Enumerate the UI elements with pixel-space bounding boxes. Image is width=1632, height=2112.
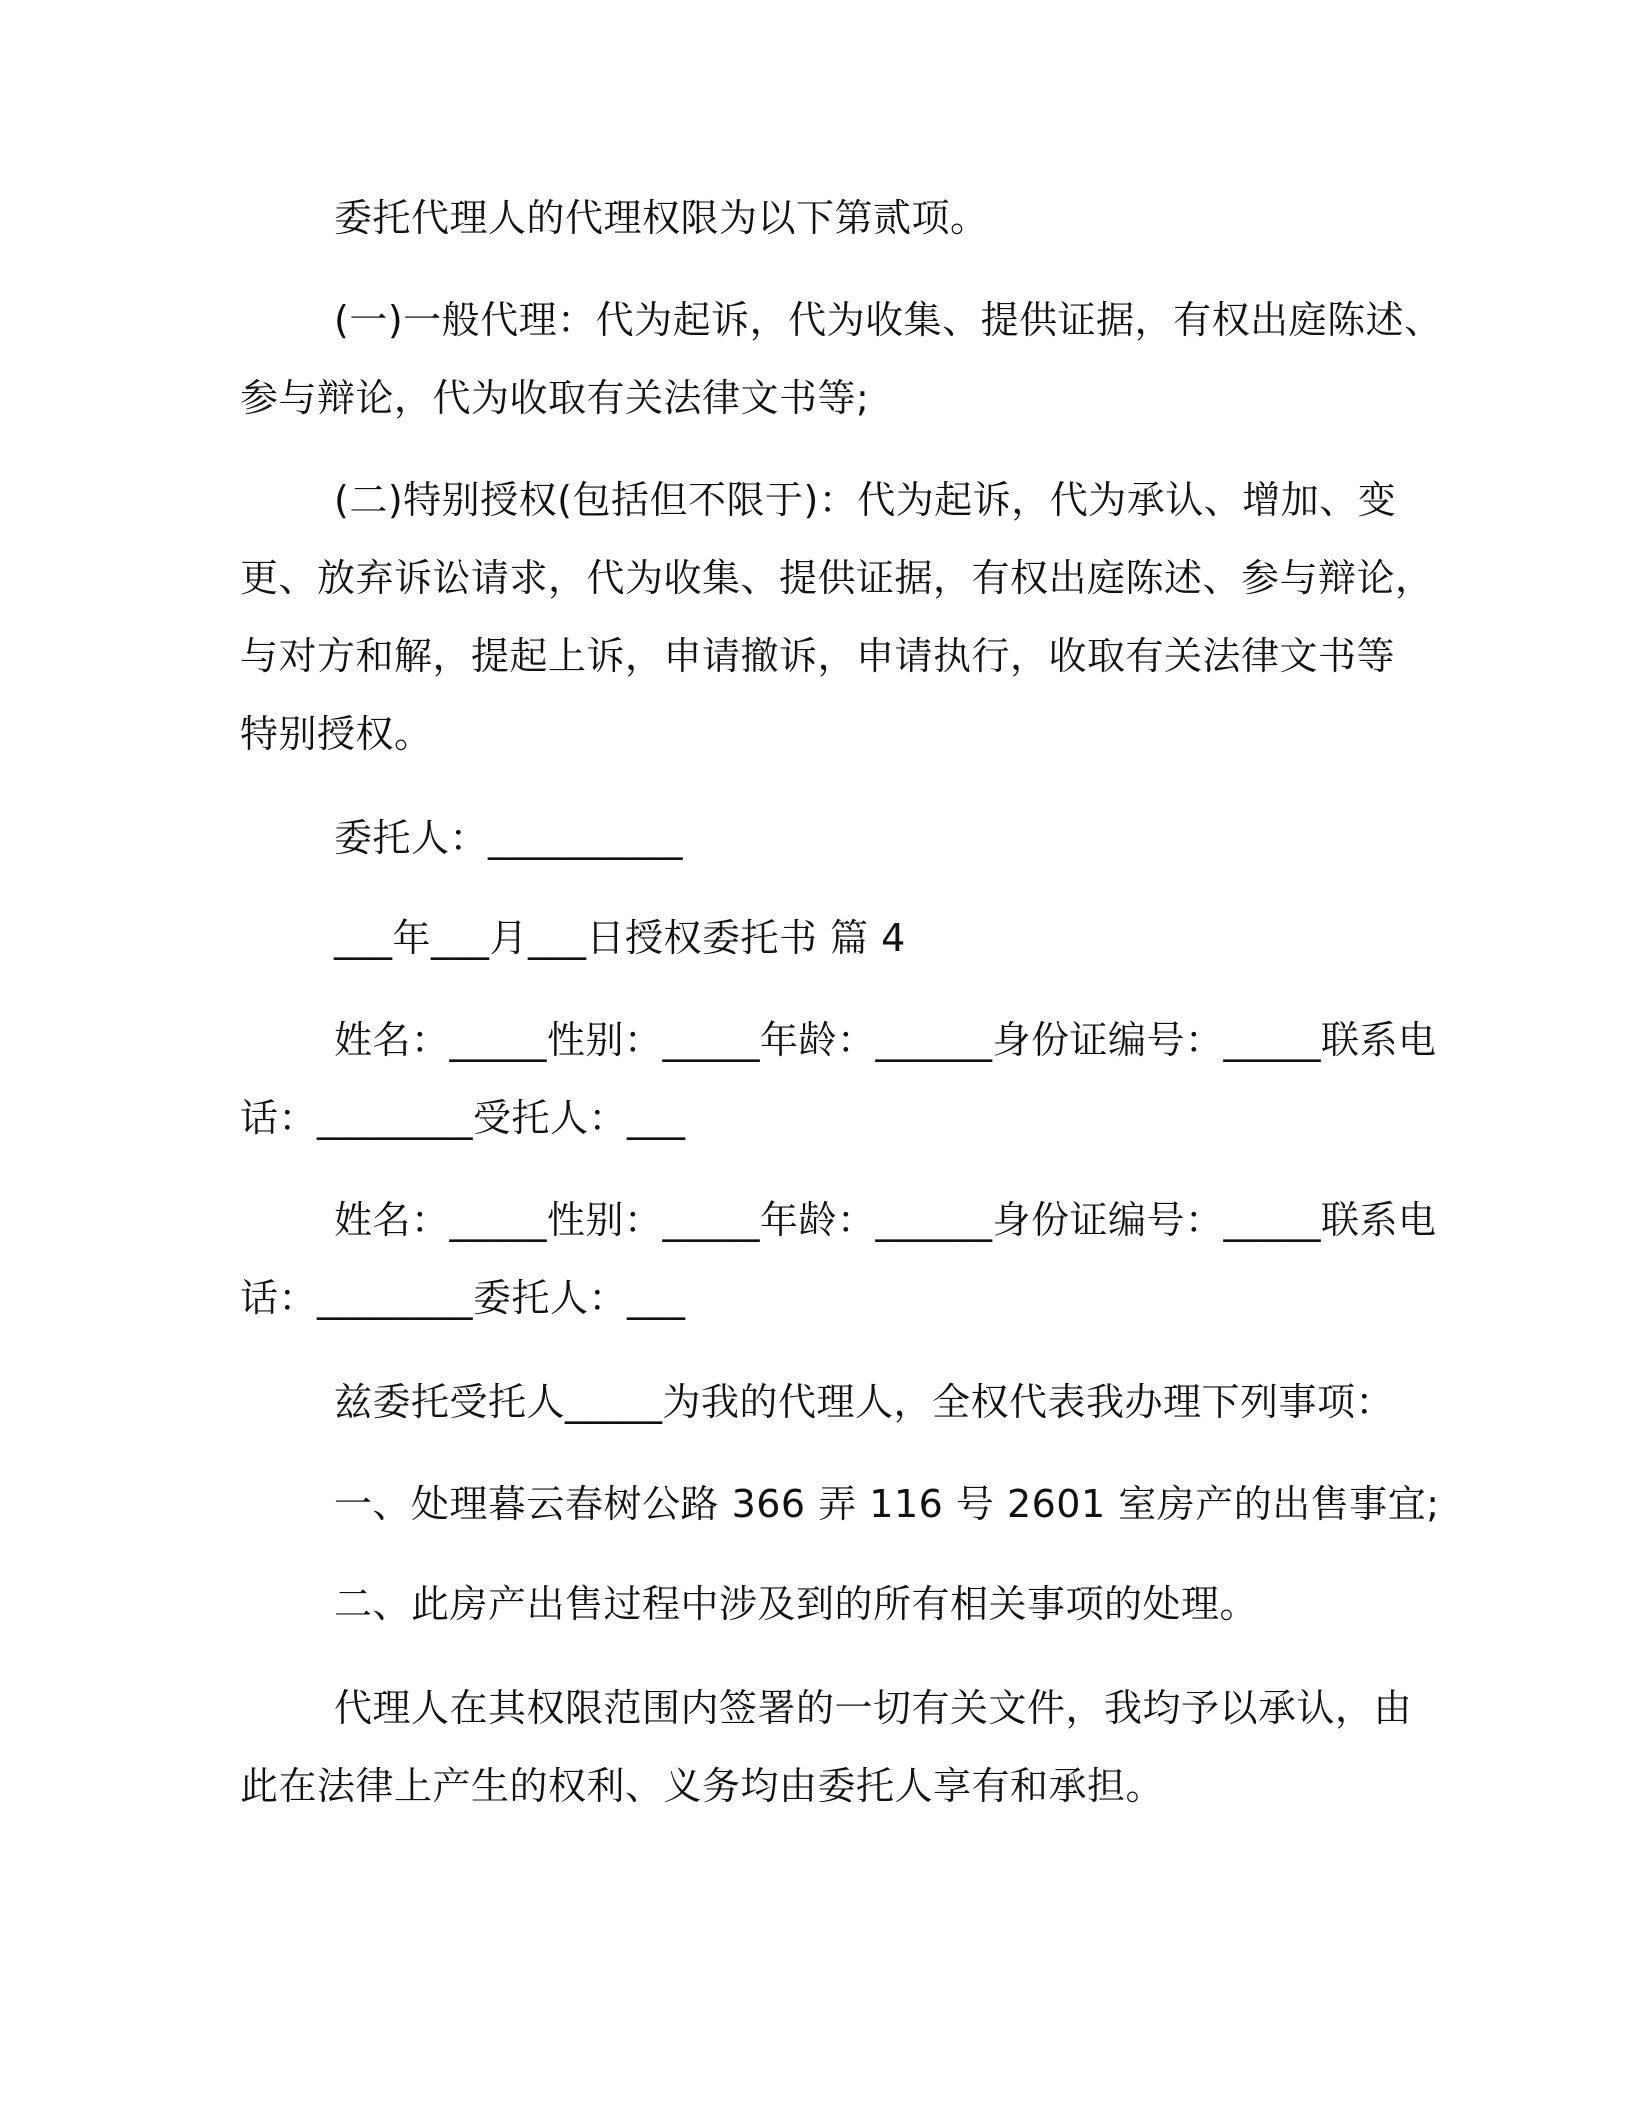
paragraph-authority-scope: 委托代理人的代理权限为以下第贰项。 xyxy=(334,196,989,240)
acknowledgement-line-2: 此在法律上产生的权利、义务均由委托人享有和承担。 xyxy=(240,1764,1165,1808)
entrustment-statement: 兹委托受托人_____为我的代理人，全权代表我办理下列事项： xyxy=(334,1380,1395,1424)
paragraph-special-authorization-line-2: 更、放弃诉讼请求，代为收集、提供证据，有权出庭陈述、参与辩论， xyxy=(240,556,1434,600)
matter-item-1: 一、处理暮云春树公路 366 弄 116 号 2601 室房产的出售事宜; xyxy=(334,1482,1440,1526)
paragraph-special-authorization-line-1: (二)特别授权(包括但不限于)：代为起诉，代为承认、增加、变 xyxy=(334,478,1397,522)
matter-item-2: 二、此房产出售过程中涉及到的所有相关事项的处理。 xyxy=(334,1582,1259,1626)
agent-info-line-2: 话：________受托人：___ xyxy=(240,1096,686,1140)
paragraph-general-agency-line-1: (一)一般代理：代为起诉，代为收集、提供证据，有权出庭陈述、 xyxy=(334,298,1443,342)
paragraph-special-authorization-line-4: 特别授权。 xyxy=(240,712,433,756)
paragraph-special-authorization-line-3: 与对方和解，提起上诉，申请撤诉，申请执行，收取有关法律文书等 xyxy=(240,634,1396,678)
agent-info-line-1: 姓名：_____性别：_____年龄：______身份证编号：_____联系电 xyxy=(334,1018,1437,1062)
paragraph-general-agency-line-2: 参与辩论，代为收取有关法律文书等; xyxy=(240,376,870,420)
acknowledgement-line-1: 代理人在其权限范围内签署的一切有关文件，我均予以承认，由 xyxy=(334,1686,1413,1730)
principal-info-line-2: 话：________委托人：___ xyxy=(240,1276,686,1320)
principal-info-line-1: 姓名：_____性别：_____年龄：______身份证编号：_____联系电 xyxy=(334,1198,1437,1242)
principal-signature-line: 委托人：__________ xyxy=(334,816,684,860)
date-and-section-heading: ___年___月___日授权委托书 篇 4 xyxy=(334,916,906,960)
